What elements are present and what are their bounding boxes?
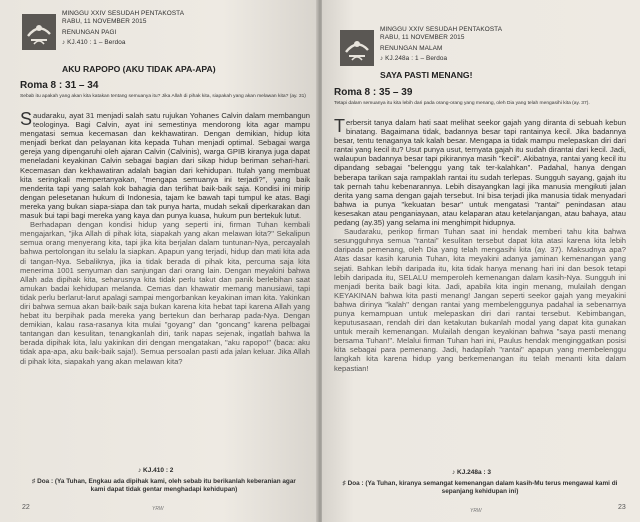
author-initials: YRW [152,506,164,512]
page-number: 23 [618,504,626,511]
left-header [62,10,184,47]
week-label: MINGGU XXIV SESUDAH PENTAKOSTA [380,26,503,33]
closing-song: ♪ KJ.410 : 2 [138,467,174,474]
devotion-title: SAYA PASTI MENANG! [380,70,473,80]
closing-song: ♪ KJ.248a : 3 [452,469,492,476]
paragraph-2: Saudaraku, perikop firman Tuhan saat ini hendak memberi tahu kita bahwa sesungguhnya semua "rantai" kesulitan tersebut dapat kita atasi karena kita lebih daripada pemenang, oleh Dia yang telah mengasihi kita (ay. 37). Maksudnya apa? Atas dasar kasih karunia Tuhan, kita meyakini adanya jaminan kemenangan yang sejati. Bahkan lebih daripada itu, kita tidak hanya menang hari ini dan besok tetapi lebih daripada itu, SELALU memperoleh kemenangan dalam kasih-Nya. Sungguh ini menjadi berita baik bagi kita. Jadi, apabila kita ingin menang, mulailah dengan KEYAKINAN bahwa kita pasti menang! Jangan seperti seekor gajah yang meyakini bahwa dirinya "kalah" dengan rantai yang membelenggunya padahal ia sebenarnya punya kemampuan untuk melepaskan diri dari rantai tersebut. Kebimbangan, keputusasaan, rendah diri dan ketakutan bukanlah modal yang dapat kita gunakan untuk meraih kemenangan. Mulailah dengan keyakinan bahwa "saya pasti menang bersama Tuhan!". Melalui firman Tuhan hari ini, Paulus hendak menginggatkan posisi kita sebagai para pemenang. Jadi, hadapilah "rantai" apapun yang membelenggu langkah kita karena hidup yang berkemenangan itu telah menanti kita dalam kepastian! [334,227,626,373]
opening-song: ♪ KJ.410 : 1 – Berdoa [62,39,126,46]
date-label: RABU, 11 NOVEMBER 2015 [380,34,465,41]
drop-cap: S [20,109,33,129]
page-number: 22 [22,504,30,511]
paragraph-1: erbersit tanya dalam hati saat melihat seekor gajah yang diranta di sebuah kebun binatang. Bagaimana tidak, badannya besar tapi rantainya kecil. Jika badannya besar, tentu tenaganya tak kalah besar. Mengapa ia tidak mampu melepaskan diri dari rantai yang kecil itu? Usut punya usut, ternyata gajah itu sudah dirantai dari kecil. Jadi, walaupun badannya besar tapi pikirannya masih "kecil". Akibatnya, rantai yang kecil itu dipandang sebagai "belenggu yang tak ter-kalahkan". Padahal, hanya dengan beberapa tarikan saja rampaklah rantai itu sudah terlepas. Sungguh sayang, gajah itu tak pernah tahu kebenarannya. Lebih disayangkan lagi jika manusia mengikuti jalan derita yang sama dengan gajah tersebut. Ini bisa terjadi jika manusia tidak menyadari bahwa ia punya "kekuatan besar" untuk mengatasi "rantai" penindasan atau kesesakan atau penganiayaan, atau kelaparan atau ketelanjangan, atau bahaya, atau pedang (ay.35) yang selama ini menghimpit hidupnya. [334,118,626,228]
session-label: RENUNGAN PAGI [62,29,117,36]
closing-prayer: ♯ Doa : (Ya Tuhan, kiranya semangat kemenangan dalam kasih-Mu terus mengawal kami di sepanjang kehidupan ini) [342,480,618,495]
devotion-title: AKU RAPOPO (AKU TIDAK APA-APA) [62,64,216,74]
right-page [322,0,640,522]
scripture-reference: Roma 8 : 31 – 34 [20,80,99,91]
week-label: MINGGU XXIV SESUDAH PENTAKOSTA [62,10,185,17]
church-logo-icon [22,14,56,50]
closing-prayer: ♯ Doa : (Ya Tuhan, Engkau ada dipihak kami, oleh sebab itu berikanlah keberanian agar kami dapat tidak gentar menghadapi kehidupan) [32,478,296,493]
key-verse: Sebab itu apakah yang akan kita katakan tentang semuanya itu? Jika Allah di pihak kita, siapakah yang akan melawan kita? (ay. 31) [20,94,306,99]
right-header [380,26,502,63]
opening-song: ♪ KJ.248a : 1 – Berdoa [380,55,448,62]
key-verse: Tetapi dalam semuanya itu kita lebih dari pada orang-orang yang menang, oleh Dia yang telah mengasihi kita (ay. 37). [334,101,590,106]
church-logo-icon [340,30,374,66]
drop-cap: T [334,116,345,136]
left-page [0,0,318,522]
devotion-body [20,111,310,366]
author-initials: YRW [470,508,482,514]
scripture-reference: Roma 8 : 35 – 39 [334,87,413,98]
session-label: RENUNGAN MALAM [380,45,443,52]
paragraph-2: Berhadapan dengan kondisi hidup yang seperti ini, firman Tuhan kembali mengajarkan, "jika Allah di pihak kita, siapakah yang akan melawan kita?" Sekalipun semua orang menyerang kita, tapi jika kita berjalan dalam tuntunan-Nya, percayalah bahwa pertolongan itu selalu la siapkan. Apapun yang terjadi, hidup dan mati kita ada di tangan-Nya. Sebaliknya, jika ia tidak berada di pihak kita, percuma saja kita menerima 1001 senyuman dan sanjungan dari orang lain. Dengan meyakini bahwa Allah ada dipihak kita, seharusnya kita tidak perlu takut dan panik berlebihan saat amukan badai kehidupan melanda. Cemas dan khawatir memang manusiawi, tapi tidak perlu berlarut-larut apalagi sampai mengorbankan keyakinan iman kita. Yakinkan diri bahwa semua akan baik-baik saja bukan karena kita hebat tapi karena Allah yang hebat itu berpihak pada mereka yang bertekun dan berharap pada-Nya. Dengan demikian, kalau rasa-rasanya kita mulai "goyang" dan "goncang" karena pelbagai tantangan dan kesulitan, tenangkanlah diri, tarik napas sejenak, ingatlah bahwa la berada dipihak kita, lalu yakinkan diri dengan mengatakan, "aku rapopo!" (baca: aku tidak apa-apa, aku baik-baik saja!). Semua persoalan pasti ada jalan keluar. Jika Allah di pihak kita, siapakah yang akan melawan kita? [20,220,310,366]
date-label: RABU, 11 NOVEMBER 2015 [62,18,147,25]
paragraph-1: audaraku, ayat 31 menjadi salah satu rujukan Yohanes Calvin dalam membangun teologinya. Bagi Calvin, ayat ini semestinya mendorong kita agar mampu mengatasi semua kecemasan dan kekhawatiran. Dengan demikian, hidup kita menjadi berkat dan pelayanan kita kepada Tuhan menjadi optimal. Sebagai warga gereja yang dipengaruhi oleh ajaran Calvin (Calvinis), warga GPIB kiranya juga dapat meneladani keyakinan Calvin sebagai bagian dari sikap hidup beriman sehari-hari. Kecemasan dan kekhawatiran adalah bagian dari kehidupan. Itulah yang membuat kita seringkali mempertanyakan, "mengapa semuanya ini terjadi?", yang baik menderita tapi yang salah kok bahagia dan terlihat baik-baik saja. Kondisi ini mirip dengan pelesetanan hukum di Indonesia, tajam ke bawah tapi tumpul ke atas. Bagi mereka yang bukan siapa-siapa dan tak punya harta, mudah sekali diperkarakan dan masuk bui tapi bagi mereka yang kaya dan punya kuasa, hukum pun bertekuk lutut. [20,111,310,221]
devotion-body [334,118,626,373]
